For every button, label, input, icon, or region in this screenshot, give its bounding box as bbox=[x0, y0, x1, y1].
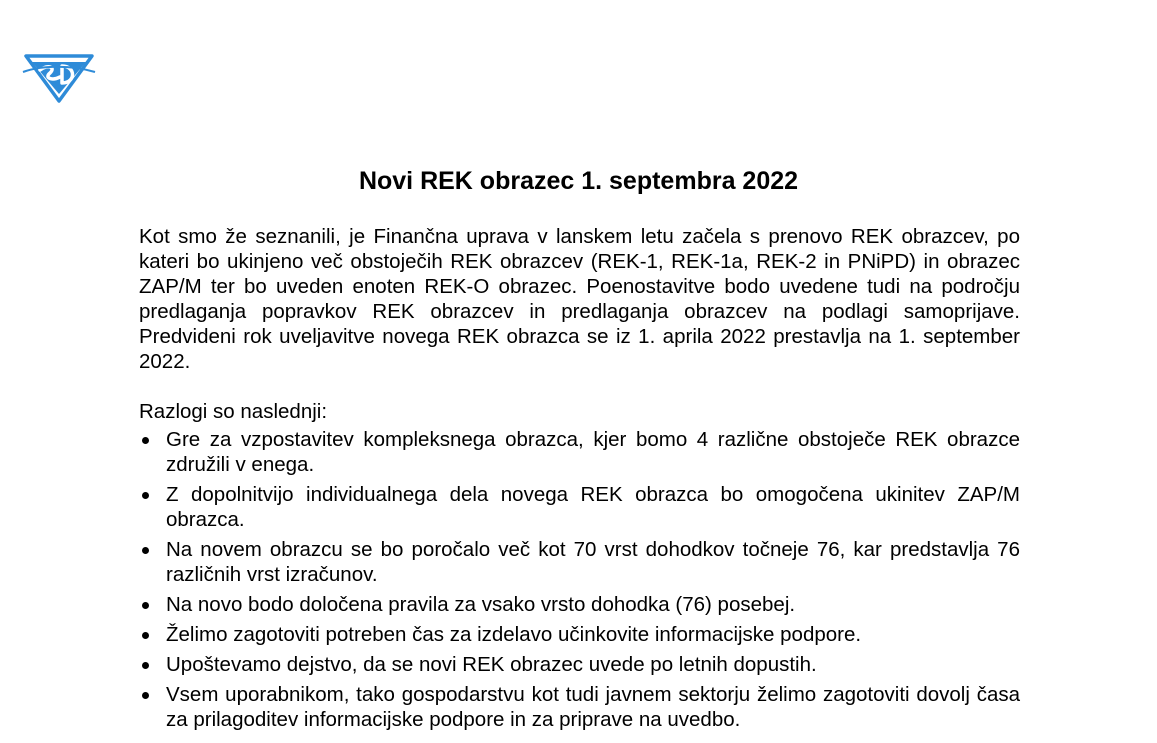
intro-paragraph: Kot smo že seznanili, je Finančna uprava v lanskem letu začela s prenovo REK obrazcev, po kateri bo ukinjeno več obstoječih REK obrazcev (REK-1, REK-1a, REK-2 in PNiPD) in obrazec ZAP/M ter bo uveden enoten REK-O obrazec. Poenostavitve bodo uvedene tudi na področju predlaganja popravkov REK obrazcev in predlaganja obrazcev na podlagi samoprijave. Predvideni rok uveljavitve novega REK obrazca se iz 1. aprila 2022 prestavlja na 1. september 2022. bbox=[139, 225, 1020, 373]
reason-text: Gre za vzpostavitev kompleksnega obrazca, kjer bomo 4 različne obstoječe REK obrazce združili v enega. bbox=[166, 428, 1020, 476]
reason-text: Vsem uporabnikom, tako gospodarstvu kot tudi javnem sektorju želimo zagotoviti dovolj časa za prilagoditev informacijske podpore in za priprave na uvedbo. bbox=[166, 683, 1020, 731]
list-item bbox=[139, 682, 1020, 732]
list-item bbox=[139, 652, 1020, 677]
list-item bbox=[139, 537, 1020, 587]
reason-text: Upoštevamo dejstvo, da se novi REK obrazec uvede po letnih dopustih. bbox=[166, 653, 817, 676]
list-item bbox=[139, 482, 1020, 532]
list-item bbox=[139, 592, 1020, 617]
bullet-icon bbox=[142, 492, 149, 499]
bullet-icon bbox=[142, 437, 149, 444]
reason-text: Želimo zagotoviti potreben čas za izdelavo učinkovite informacijske podpore. bbox=[166, 623, 862, 646]
list-item bbox=[139, 622, 1020, 647]
document-title: Novi REK obrazec 1. septembra 2022 bbox=[358, 167, 799, 195]
list-item bbox=[139, 427, 1020, 477]
reasons-heading: Razlogi so naslednji: bbox=[139, 400, 328, 423]
reason-text: Na novem obrazcu se bo poročalo več kot 70 vrst dohodkov točneje 76, kar predstavlja 76 različnih vrst izračunov. bbox=[166, 538, 1020, 586]
bullet-icon bbox=[142, 632, 149, 639]
bullet-icon bbox=[142, 602, 149, 609]
bullet-icon bbox=[142, 547, 149, 554]
bullet-icon bbox=[142, 662, 149, 669]
sd-shield-logo-icon bbox=[22, 50, 96, 104]
sd-logo bbox=[22, 50, 96, 104]
bullet-icon bbox=[142, 692, 149, 699]
reasons-list bbox=[139, 427, 1020, 732]
document-body bbox=[139, 224, 1020, 737]
reason-text: Na novo bodo določena pravila za vsako vrsto dohodka (76) posebej. bbox=[166, 593, 796, 616]
reason-text: Z dopolnitvijo individualnega dela novega REK obrazca bo omogočena ukinitev ZAP/M obrazca. bbox=[166, 483, 1020, 531]
